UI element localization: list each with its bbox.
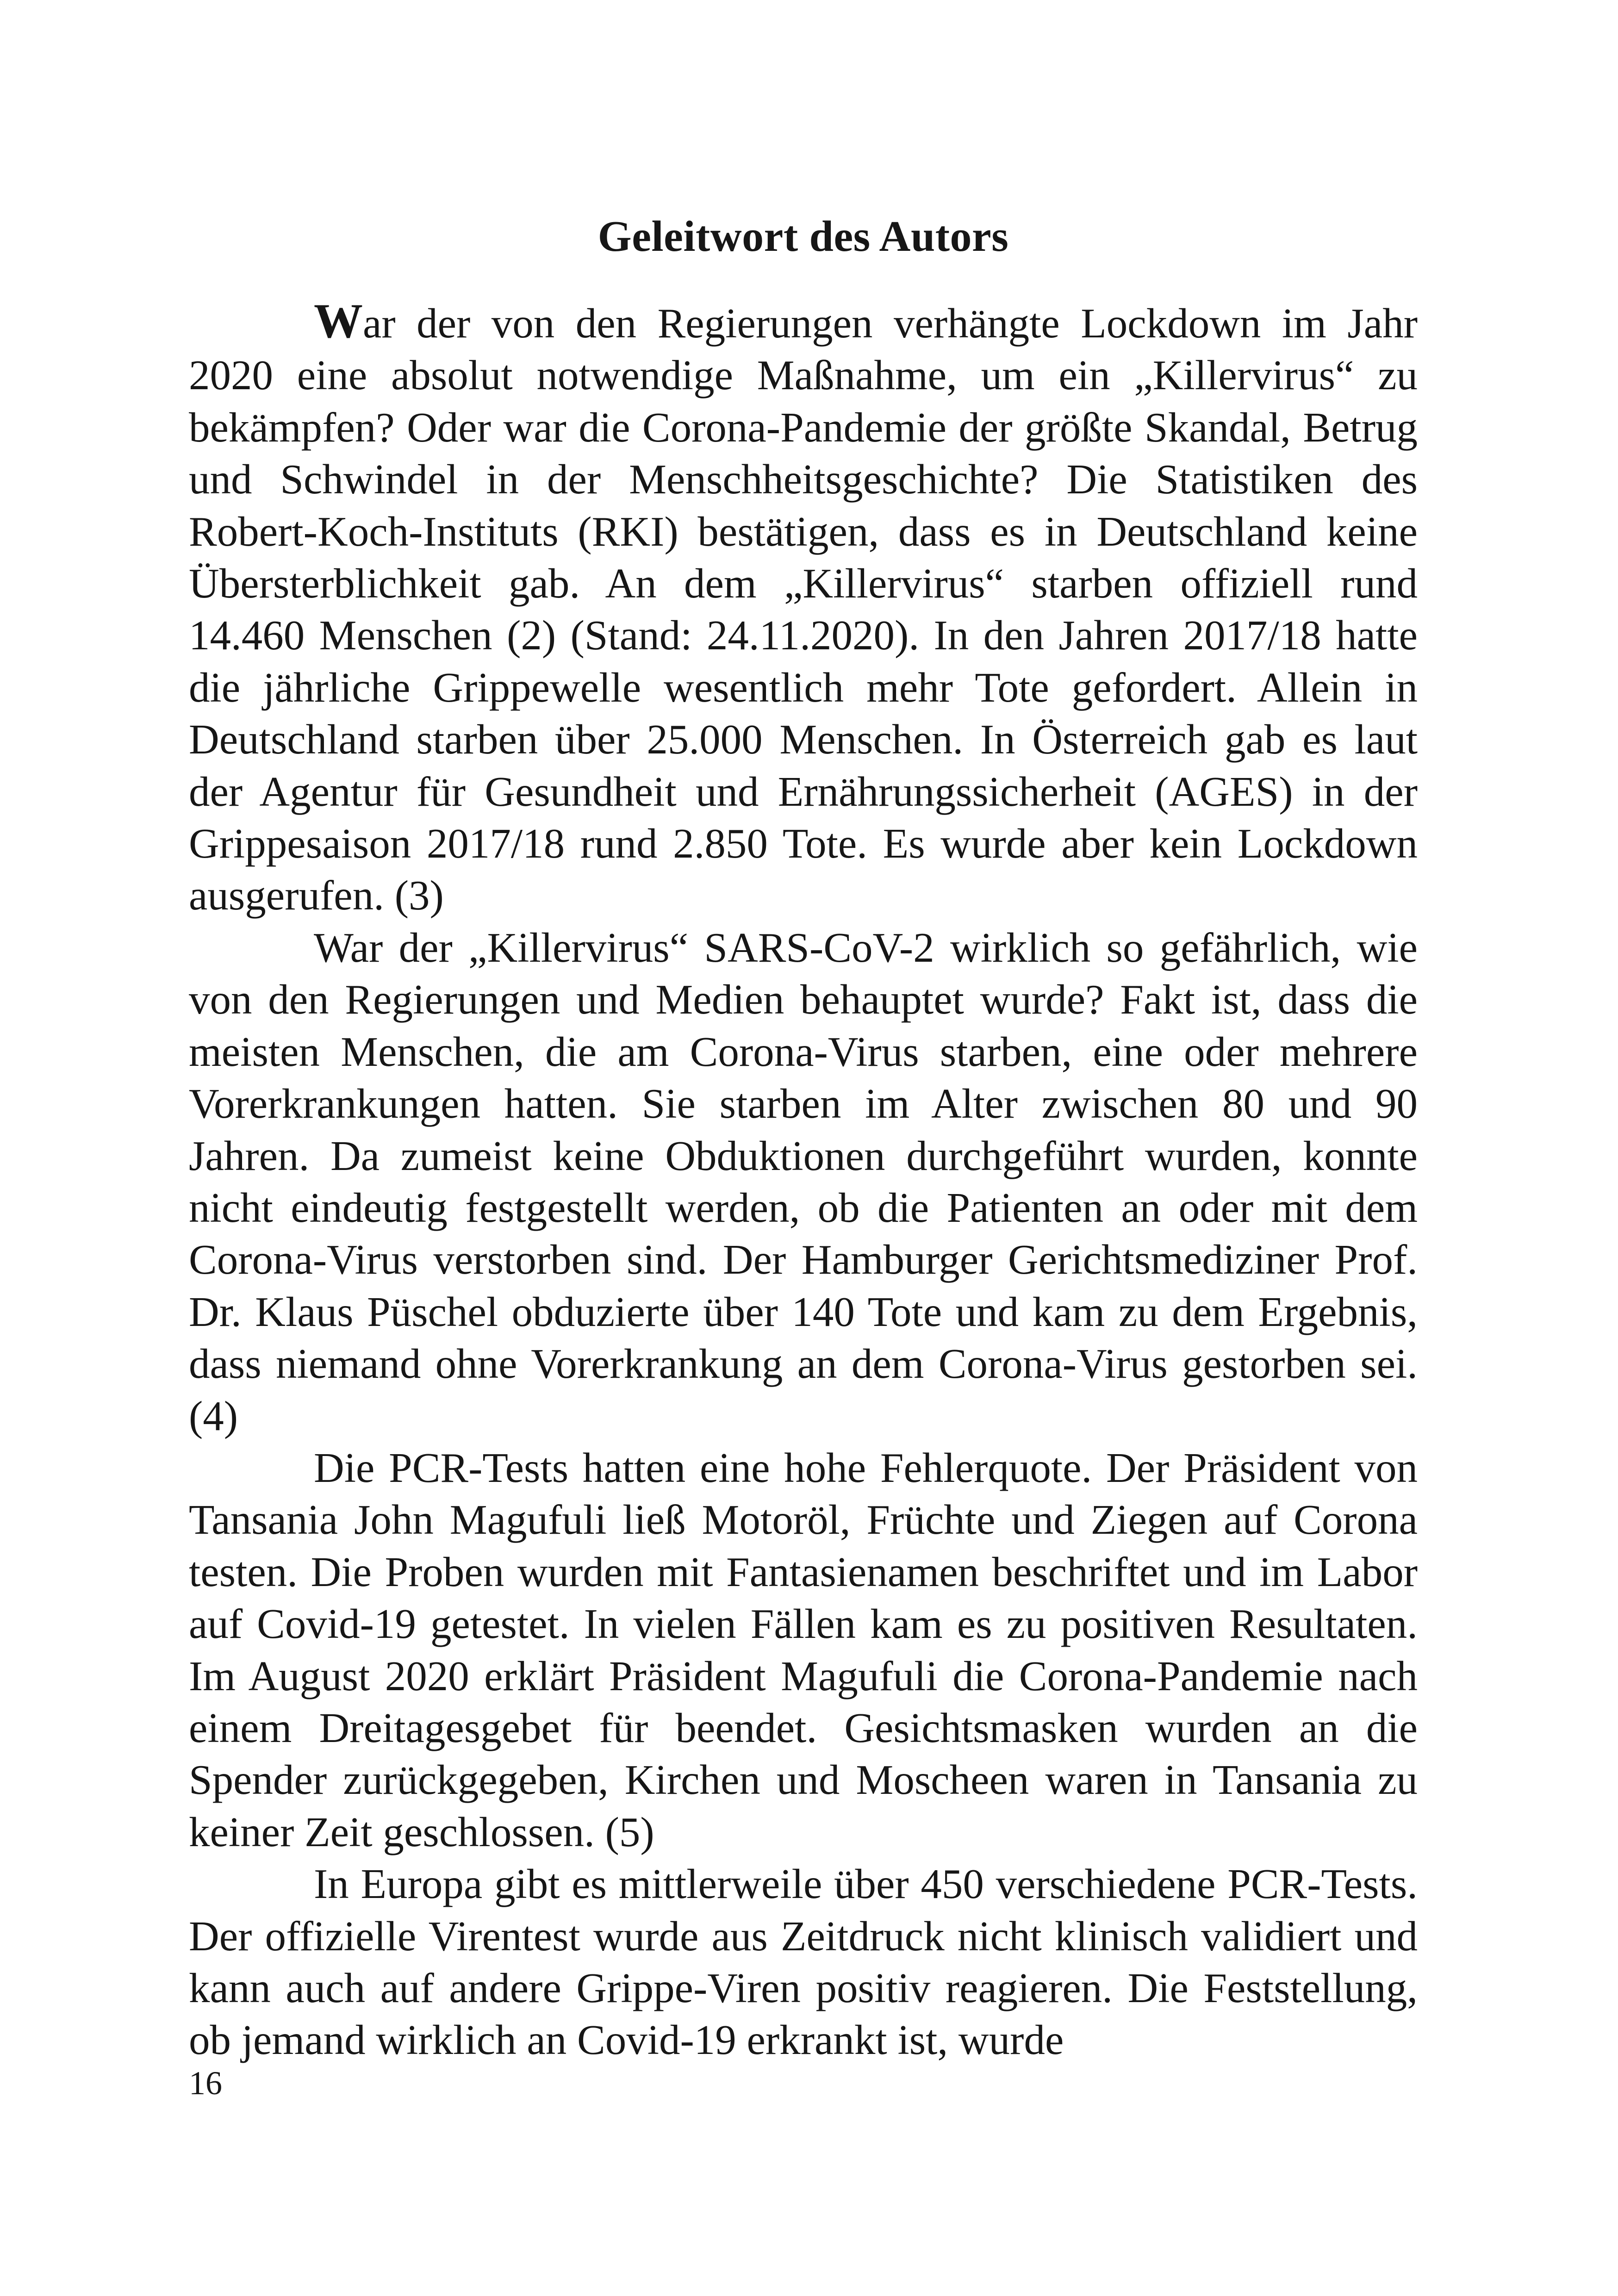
chapter-heading: Geleitwort des Autors <box>597 212 1009 261</box>
paragraph-1-text: ar der von den Regierungen verhängte Lockdown im Jahr 2020 eine absolut notwendige Maßnahme, um ein „Killervirus“ zu bekämpfen? Oder war die Corona-Pandemie der größte Skandal, Betrug und Schwindel in der Menschheitsgeschichte? Die Statistiken des Robert-Koch-Instituts (RKI) bestätigen, dass es in Deutschland keine Übersterblichkeit gab. An dem „Killervirus“ starben offiziell rund 14.460 Menschen (2) (Stand: 24.11.2020). In den Jahren 2017/18 hatte die jährliche Grippewelle wesentlich mehr Tote gefordert. Allein in Deutschland starben über 25.000 Menschen. In Österreich gab es laut der Agentur für Gesundheit und Ernährungssicherheit (AGES) in der Grippesaison 2017/18 rund 2.850 Tote. Es wurde aber kein Lockdown ausgerufen. (3) <box>189 300 1418 919</box>
paragraph-1 <box>189 295 1418 922</box>
paragraph-3: Die PCR-Tests hatten eine hohe Fehlerquote. Der Präsident von Tansania John Magufuli ließ Motoröl, Früchte und Ziegen auf Corona testen. Die Proben wurden mit Fantasienamen beschriftet und im Labor auf Covid-19 getestet. In vielen Fällen kam es zu positiven Resultaten. Im August 2020 erklärt Präsident Magufuli die Corona-Pandemie nach einem Dreitagesgebet für beendet. Gesichtsmasken wurden an die Spender zurückgegeben, Kirchen und Moscheen waren in Tansania zu keiner Zeit geschlossen. (5) <box>189 1444 1418 1855</box>
body-text <box>189 295 1418 2066</box>
paragraph-2: War der „Killervirus“ SARS-CoV-2 wirklich so gefährlich, wie von den Regierungen und Medien behauptet wurde? Fakt ist, dass die meisten Menschen, die am Corona-Virus starben, eine oder mehrere Vorerkrankungen hatten. Sie starben im Alter zwischen 80 und 90 Jahren. Da zumeist keine Obduktionen durchgeführt wurden, konnte nicht eindeutig festgestellt werden, ob die Patienten an oder mit dem Corona-Virus verstorben sind. Der Hamburger Gerichtsmediziner Prof. Dr. Klaus Püschel obduzierte über 140 Tote und kam zu dem Ergebnis, dass niemand ohne Vorerkrankung an dem Corona-Virus gestorben sei. (4) <box>189 924 1418 1439</box>
paragraph-4: In Europa gibt es mittlerweile über 450 verschiedene PCR-Tests. Der offizielle Virentest wurde aus Zeitdruck nicht klinisch validiert und kann auch auf andere Grippe-Viren positiv reagieren. Die Feststellung, ob jemand wirklich an Covid-19 erkrankt ist, wurde <box>189 1860 1418 2064</box>
initial-letter: W <box>314 294 363 348</box>
page-number: 16 <box>189 2065 222 2102</box>
book-page <box>189 0 1418 2296</box>
